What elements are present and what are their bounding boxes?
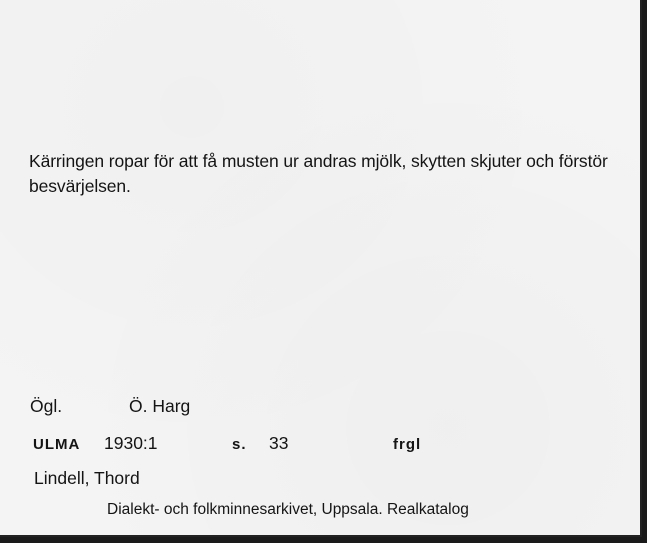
category-code: frgl [393,436,422,453]
ogl-label: Ögl. [30,396,63,416]
ogl-value: Ö. Harg [129,396,191,416]
collector-name: Lindell, Thord [34,468,140,488]
summary-text: Kärringen ropar för att få musten ur andras mjölk, skytten skjuter och förstör besvärjelsen. [29,151,608,196]
archive-footer: Dialekt- och folkminnesarkivet, Uppsala. Realkatalog [107,501,469,518]
page-number: 33 [269,433,289,453]
archive-code: ULMA [33,436,81,453]
archive-number: 1930:1 [104,433,158,453]
page-label: s. [232,436,247,453]
